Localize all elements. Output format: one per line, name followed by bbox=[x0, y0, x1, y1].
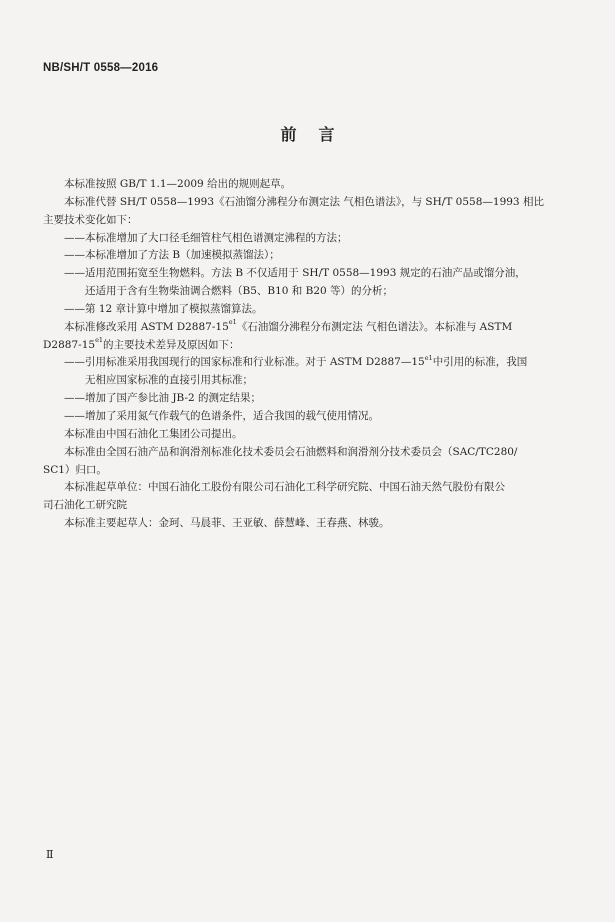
paragraph-line: 司石油化工研究院 bbox=[43, 499, 127, 512]
line-text: 《石油馏分沸程分布测定法 气相色谱法》。本标准与 ASTM bbox=[236, 320, 513, 333]
superscript: e1 bbox=[95, 336, 104, 345]
line-text: 中引用的标准，我国 bbox=[432, 356, 528, 369]
paragraph-line bbox=[43, 319, 573, 337]
paragraph-line: 本标准代替 SH/T 0558—1993《石油馏分沸程分布测定法 气相色谱法》，与 SH/T 0558—1993 相比 bbox=[64, 195, 544, 208]
paragraph-line: 主要技术变化如下： bbox=[43, 213, 138, 226]
list-item-continuation: 还适用于含有生物柴油调合燃料（B5、B10 和 B20 等）的分析； bbox=[85, 285, 394, 298]
paragraph-line: 本标准由中国石油化工集团公司提出。 bbox=[64, 427, 243, 440]
line-text: D2887-15 bbox=[43, 338, 96, 351]
list-item-continuation: 无相应国家标准的直接引用其标准； bbox=[85, 374, 253, 387]
paragraph-line: 本标准按照 GB/T 1.1—2009 给出的规则起草。 bbox=[64, 178, 292, 190]
list-item: ——本标准增加了方法 B（加速模拟蒸馏法）； bbox=[64, 249, 280, 262]
page-number: Ⅱ bbox=[46, 848, 54, 861]
line-text: 本标准修改采用 ASTM D2887-15 bbox=[64, 320, 229, 333]
list-item: ——适用范围拓宽至生物燃料。方法 B 不仅适用于 SH/T 0558—1993 规定的石油产品或馏分油， bbox=[64, 267, 526, 280]
list-item: ——本标准增加了大口径毛细管柱气相色谱测定沸程的方法； bbox=[64, 231, 348, 244]
paragraph-line bbox=[43, 337, 573, 355]
line-text: ——引用标准采用我国现行的国家标准和行业标准。对于 ASTM D2887—15 bbox=[64, 356, 425, 369]
paragraph-line: 本标准起草单位：中国石油化工股份有限公司石油化工科学研究院、中国石油天然气股份有限公 bbox=[64, 481, 505, 494]
superscript: e1 bbox=[228, 318, 237, 327]
list-item bbox=[43, 354, 573, 372]
list-item: ——第 12 章计算中增加了模拟蒸馏算法。 bbox=[64, 302, 263, 315]
paragraph-line: SC1）归口。 bbox=[43, 463, 107, 476]
paragraph-line: 本标准由全国石油产品和润滑剂标准化技术委员会石油燃料和润滑剂分技术委员会（SAC/TC280/ bbox=[64, 445, 518, 458]
page-title: 前言 bbox=[280, 125, 357, 144]
superscript: e1 bbox=[424, 353, 433, 362]
list-item: ——增加了采用氮气作载气的色谱条件，适合我国的载气使用情况。 bbox=[64, 409, 379, 422]
list-item: ——增加了国产参比油 JB-2 的测定结果； bbox=[64, 392, 262, 405]
foreword-body bbox=[43, 176, 573, 533]
line-text: 的主要技术差异及原因如下： bbox=[103, 338, 240, 351]
paragraph-line: 本标准主要起草人：金珂、马晨菲、王亚敏、薛慧峰、王春燕、林骏。 bbox=[64, 517, 390, 530]
document-code: NB/SH/T 0558—2016 bbox=[43, 62, 159, 74]
